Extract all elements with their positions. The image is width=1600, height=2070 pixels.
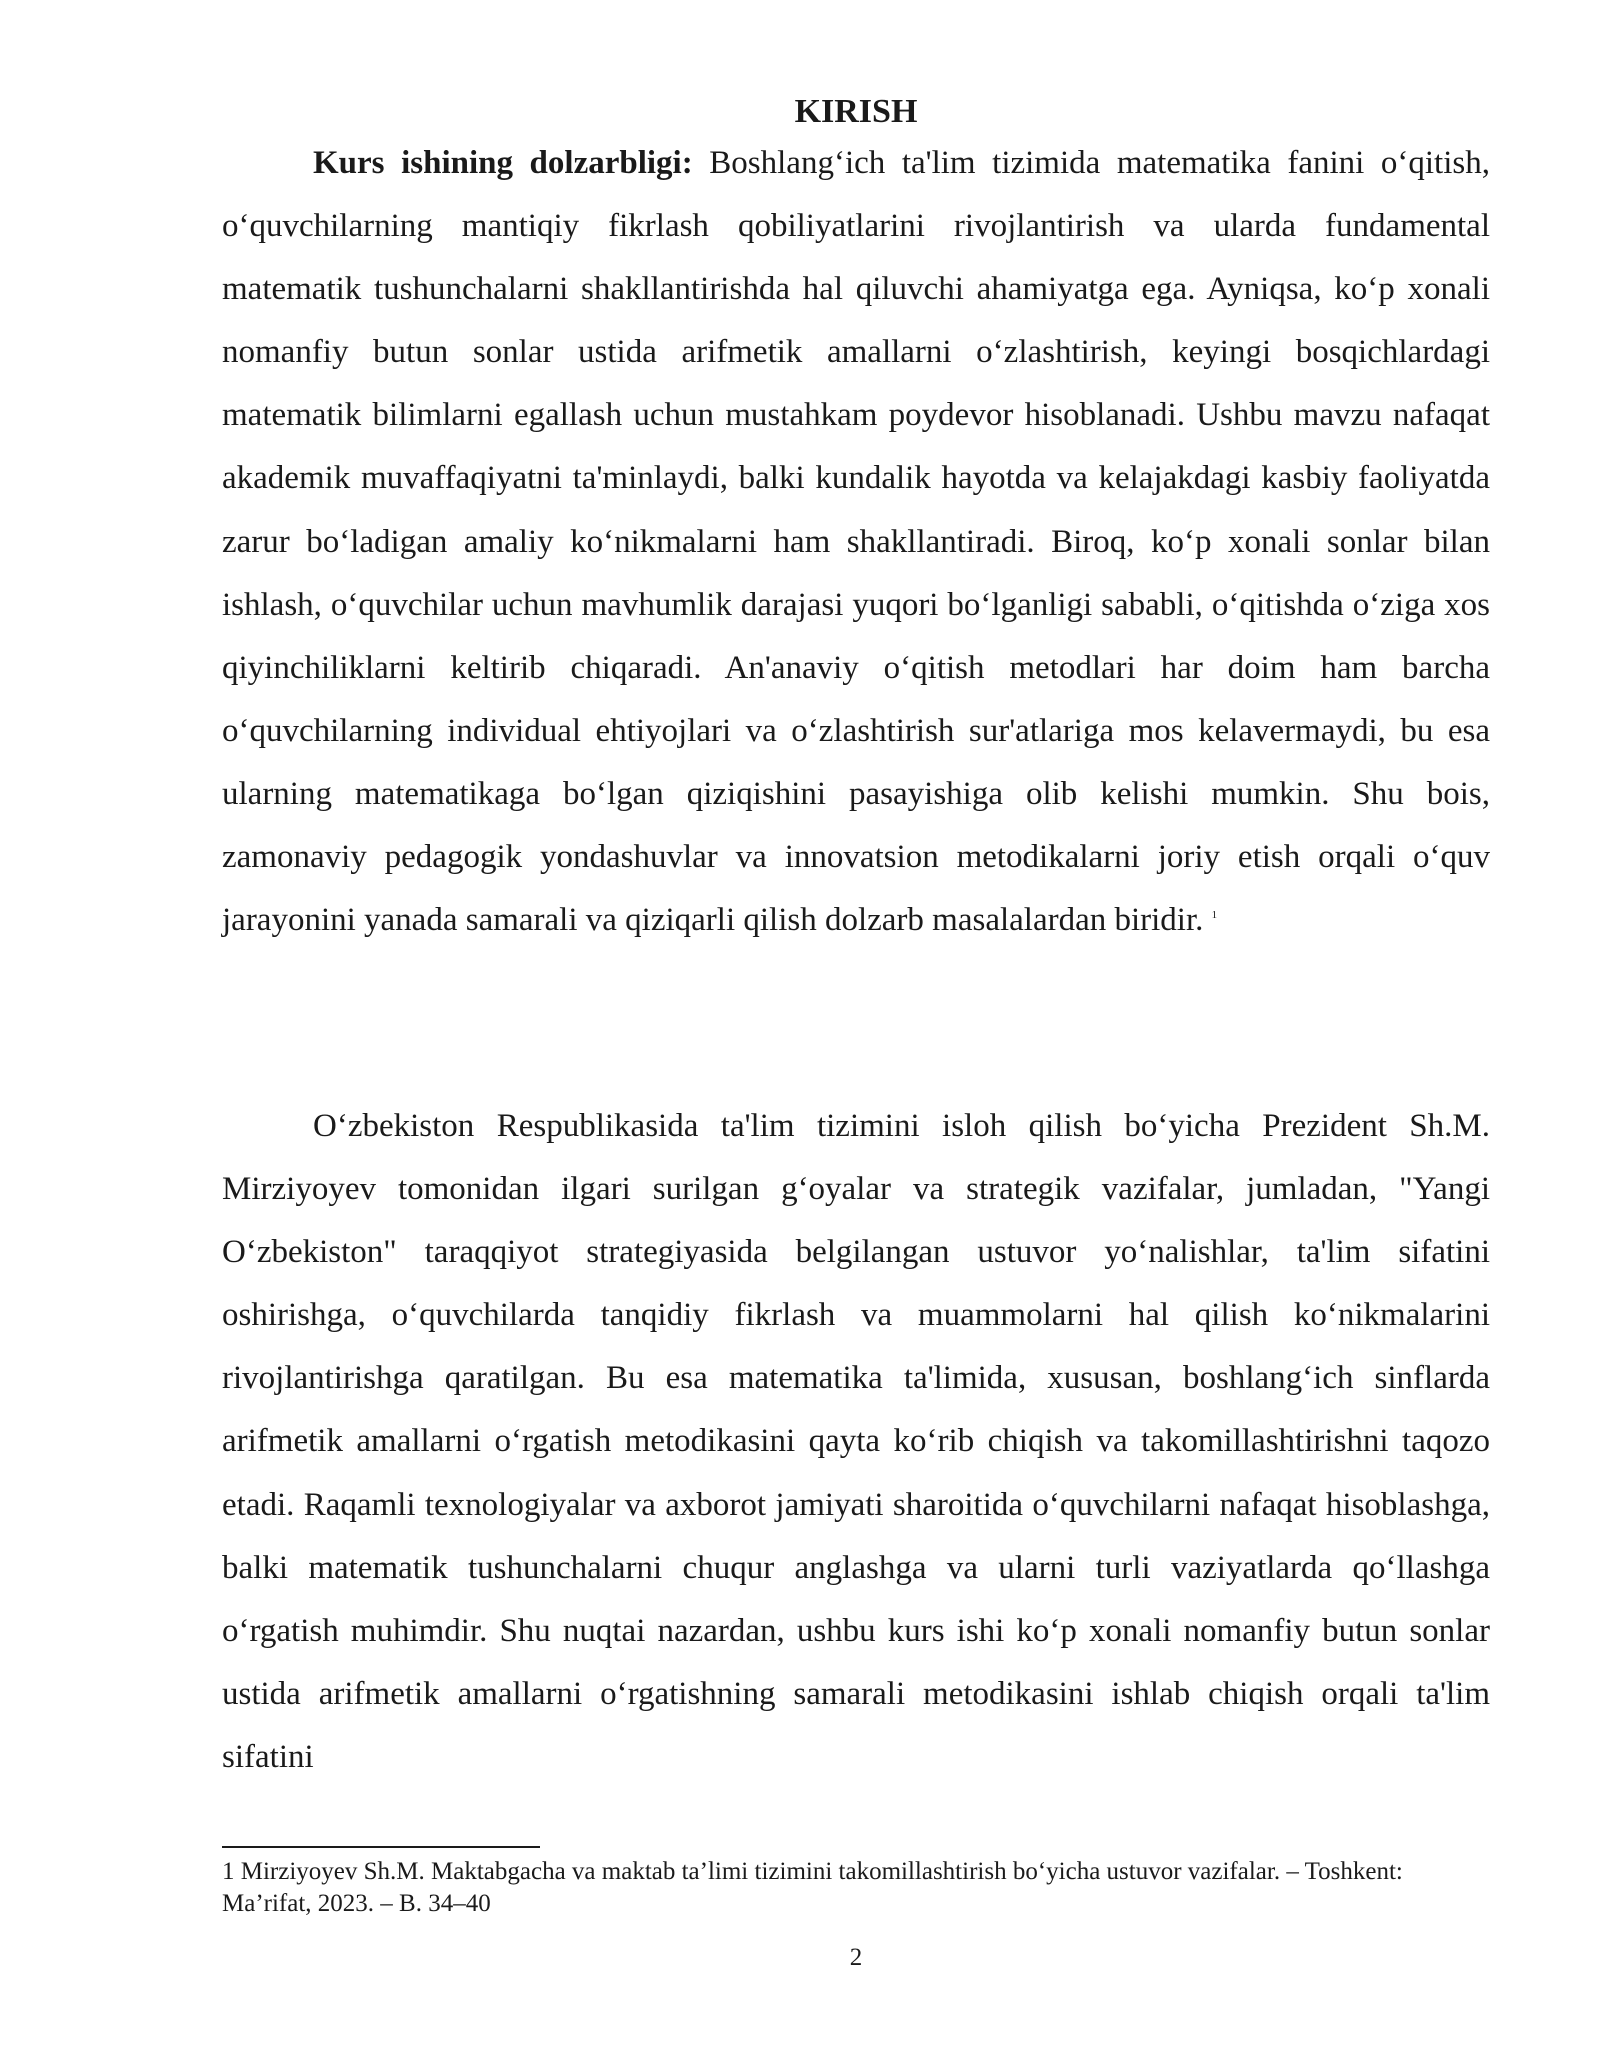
footnote-reference[interactable]: 1 — [1211, 909, 1218, 922]
second-paragraph: O‘zbekiston Respublikasida ta'lim tizimini isloh qilish bo‘yicha Prezident Sh.M. Mirziyoyev tomonidan ilgari surilgan g‘oyalar va strategik vazifalar, jumladan, "Yangi O‘zbekiston" taraqqiyot strategiyasida belgilangan ustuvor yo‘nalishlar, ta'lim sifatini oshirishga, o‘quvchilarda tanqidiy fikrlash va muammolarni hal qilish ko‘nikmalarini rivojlantirishga qaratilgan. Bu esa matematika ta'limida, xususan, boshlang‘ich sinflarda arifmetik amallarni o‘rgatish metodikasini qayta ko‘rib chiqish va takomillashtirishni taqozo etadi. Raqamli texnologiyalar va axborot jamiyati sharoitida o‘quvchilarni nafaqat hisoblashga, balki matematik tushunchalarni chuqur anglashga va ularni turli vaziyatlarda qo‘llashga o‘rgatish muhimdir. Shu nuqtai nazardan, ushbu kurs ishi ko‘p xonali nomanfiy butun sonlar ustida arifmetik amallarni o‘rgatishning samarali metodikasini ishlab chiqish orqali ta'lim sifatini — [222, 1108, 1490, 1775]
paragraph-text: Boshlang‘ich ta'lim tizimida matematika fanini o‘qitish, o‘quvchilarning mantiqiy fikrlash qobiliyatlarini rivojlantirish va ularda fundamental matematik tushunchalarni shakllantirishda hal qiluvchi ahamiyatga ega. Ayniqsa, ko‘p xonali nomanfiy butun sonlar ustida arifmetik amallarni o‘zlashtirish, keyingi bosqichlardagi matematik bilimlarni egallash uchun mustahkam poydevor hisoblanadi. Ushbu mavzu nafaqat akademik muvaffaqiyatni ta'minlaydi, balki kundalik hayotda va kelajakdagi kasbiy faoliyatda zarur bo‘ladigan amaliy ko‘nikmalarni ham shakllantiradi. Biroq, ko‘p xonali sonlar bilan ishlash, o‘quvchilar uchun mavhumlik darajasi yuqori bo‘lganligi sababli, o‘qitishda o‘ziga xos qiyinchiliklarni keltirib chiqaradi. An'anaviy o‘qitish metodlari har doim ham barcha o‘quvchilarning individual ehtiyojlari va o‘zlashtirish sur'atlariga mos kelavermaydi, bu esa ularning matematikaga bo‘lgan qiziqishini pasayishiga olib kelishi mumkin. Shu bois, zamonaviy pedagogik yondashuvlar va innovatsion metodikalarni joriy etish orqali o‘quv jarayonini yanada samarali va qiziqarli qilish dolzarb masalalardan biridir. — [222, 145, 1490, 939]
page-title: KIRISH — [794, 93, 918, 130]
footnote-text: 1 Mirziyoyev Sh.M. Maktabgacha va maktab ta’limi tizimini takomillashtirish bo‘yicha ustuvor vazifalar. – Toshkent: Ma’rifat, 2023. – B. 34–40 — [222, 1858, 1403, 1917]
page-number: 2 — [849, 1944, 863, 1971]
footnote-divider — [222, 1846, 540, 1848]
paragraph-lead: Kurs ishining dolzarbligi: — [313, 145, 693, 181]
intro-paragraph — [222, 132, 1490, 952]
